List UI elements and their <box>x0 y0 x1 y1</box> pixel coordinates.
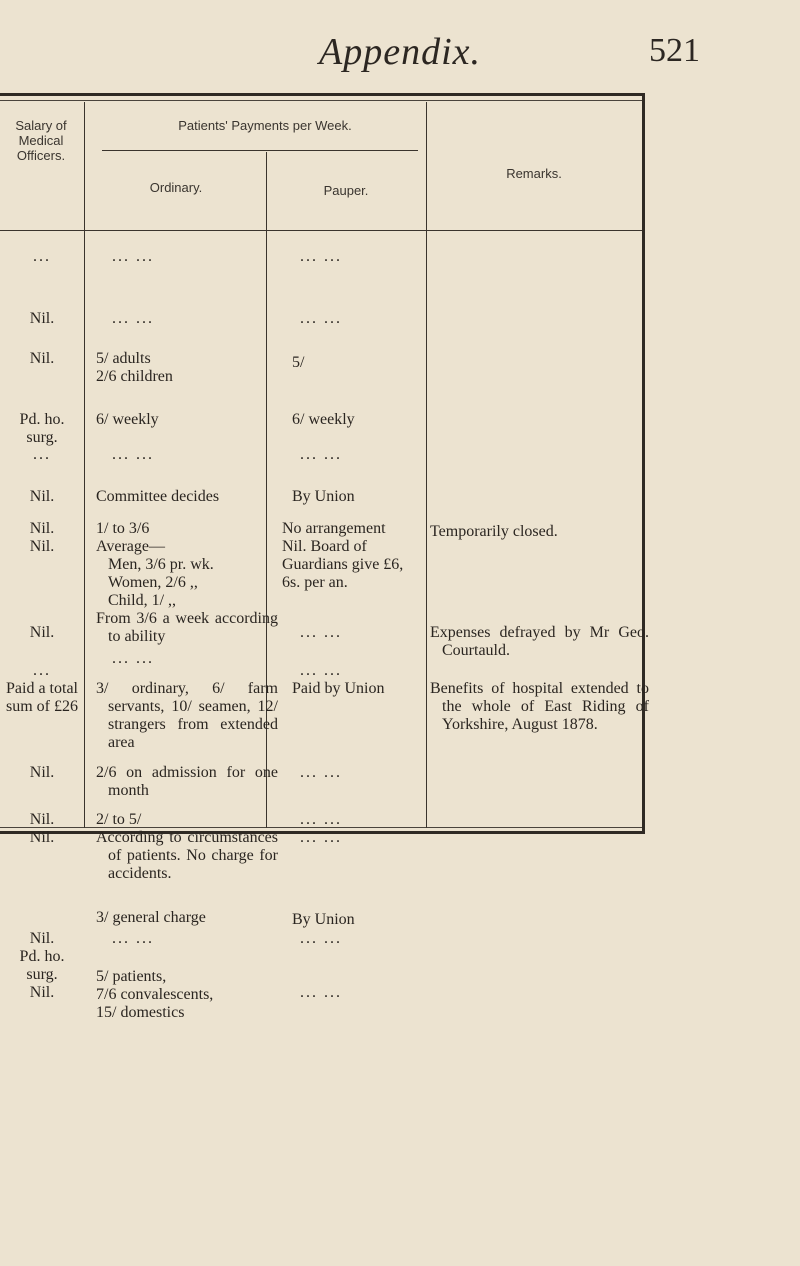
ordinary-cell: ... ... <box>112 248 154 265</box>
pauper-cell: ... ... <box>300 930 342 947</box>
pauper-cell: ... ... <box>300 829 342 846</box>
column-header-salary: Salary of Medical Officers. <box>15 118 67 163</box>
ordinary-cell: ... ... <box>112 650 154 667</box>
ordinary-cell: 6/ weekly <box>96 411 159 428</box>
salary-cell: ... <box>33 248 51 265</box>
ordinary-cell: 2/ to 5/ <box>96 811 142 828</box>
ordinary-cell: According to circumstances of patients. No charge for accidents. <box>96 829 278 882</box>
column-header-pauper: Pauper. <box>323 183 369 198</box>
ordinary-cell: ... ... <box>112 930 154 947</box>
salary-cell: Nil. <box>29 811 55 828</box>
ordinary-cell: 5/ patients, <box>96 968 167 985</box>
pauper-cell: ... ... <box>300 248 342 265</box>
pauper-cell: ... ... <box>300 310 342 327</box>
remarks-cell: Benefits of hospital extended to the whole of East Riding of Yorkshire, August 1878. <box>430 680 649 733</box>
ordinary-cell: 1/ to 3/6 <box>96 520 150 537</box>
pauper-cell: Paid by Union <box>292 680 385 697</box>
ordinary-cell: Child, 1/ ,, <box>108 592 177 609</box>
ordinary-cell: Men, 3/6 pr. wk. <box>108 556 214 573</box>
salary-cell: Nil. <box>29 930 55 947</box>
salary-cell: Pd. ho. surg. <box>19 948 65 983</box>
salary-cell: Nil. <box>29 520 55 537</box>
pauper-cell: ... ... <box>300 764 342 781</box>
pauper-cell: ... ... <box>300 811 342 828</box>
salary-cell: Nil. <box>29 624 55 641</box>
pauper-cell: No arrangement <box>282 520 386 537</box>
salary-cell: Nil. <box>29 829 55 846</box>
ordinary-cell: ... ... <box>112 446 154 463</box>
ordinary-cell: 2/6 on admission for one month <box>96 764 278 799</box>
salary-cell: Nil. <box>29 538 55 555</box>
column-header-payments: Patients' Payments per Week. <box>178 118 352 133</box>
data-table <box>0 93 649 1021</box>
column-divider <box>84 102 85 828</box>
salary-cell: Nil. <box>29 984 55 1001</box>
ordinary-cell: 3/ ordinary, 6/ farm servants, 10/ seamen, 12/ strangers from extended area <box>96 680 278 751</box>
salary-cell: Nil. <box>29 488 55 505</box>
pauper-cell: ... ... <box>300 446 342 463</box>
salary-cell: Pd. ho. surg. <box>19 411 65 446</box>
pauper-cell: By Union <box>292 911 355 928</box>
column-divider <box>426 102 427 828</box>
salary-cell: Nil. <box>29 310 55 327</box>
group-header-rule <box>102 150 418 151</box>
table-top-rule <box>0 100 642 101</box>
ordinary-cell: Average— <box>96 538 165 555</box>
salary-cell: Nil. <box>29 350 55 367</box>
running-title: Appendix. <box>318 31 481 73</box>
ordinary-cell: ... ... <box>112 310 154 327</box>
remarks-cell: Temporarily closed. <box>430 523 558 540</box>
ordinary-cell: Committee decides <box>96 488 220 505</box>
salary-cell: ... <box>33 662 51 679</box>
ordinary-cell: 5/ adults <box>96 350 151 367</box>
ordinary-cell: Women, 2/6 ,, <box>108 574 198 591</box>
pauper-cell: 6/ weekly <box>292 411 355 428</box>
pauper-cell: ... ... <box>300 984 342 1001</box>
pauper-cell: 5/ <box>292 354 305 371</box>
salary-cell: ... <box>33 446 51 463</box>
ordinary-cell: 15/ domestics <box>96 1004 185 1021</box>
header-rule <box>0 230 642 231</box>
remarks-cell: Expenses defrayed by Mr Geo. Courtauld. <box>430 624 649 659</box>
column-header-remarks: Remarks. <box>506 166 562 181</box>
salary-cell: Nil. <box>29 764 55 781</box>
running-head <box>0 30 800 80</box>
pauper-cell: ... ... <box>300 662 342 679</box>
salary-cell: Paid a total sum of £26 <box>6 680 78 715</box>
ordinary-cell: From 3/6 a week according to ability <box>96 610 278 645</box>
ordinary-cell: 2/6 children <box>96 368 173 385</box>
ordinary-cell: 3/ general charge <box>96 909 206 926</box>
pauper-cell: By Union <box>292 488 355 505</box>
pauper-cell: Nil. Board of Guardians give £6, 6s. per an. <box>282 538 404 591</box>
pauper-cell: ... ... <box>300 624 342 641</box>
ordinary-cell: 7/6 convalescents, <box>96 986 214 1003</box>
page-number: 521 <box>649 32 700 69</box>
column-header-ordinary: Ordinary. <box>149 180 203 195</box>
